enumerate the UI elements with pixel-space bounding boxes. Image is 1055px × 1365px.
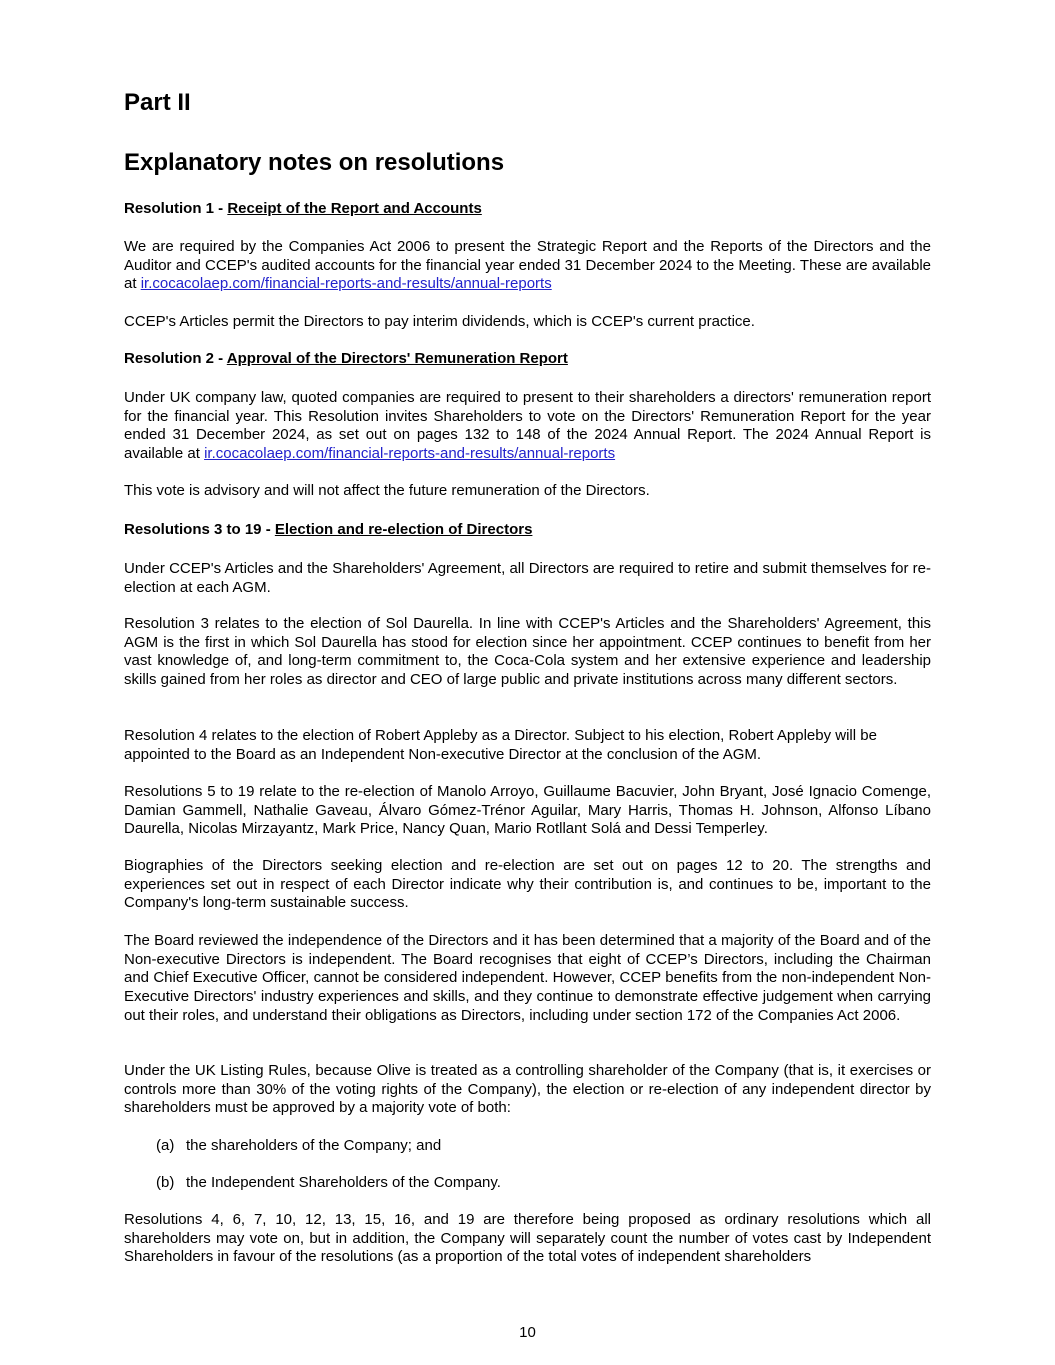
list-item-b	[156, 1174, 501, 1193]
list-item-text: the Independent Shareholders of the Company.	[186, 1174, 501, 1191]
resolution-2-paragraph-2: This vote is advisory and will not affect the future remuneration of the Directors.	[124, 482, 650, 499]
resolution-1-prefix: Resolution 1 -	[124, 200, 228, 217]
resolutions-3-19-title: Election and re-election of Directors	[274, 521, 533, 538]
listing-rules-paragraph: Under the UK Listing Rules, because Olive is treated as a controlling shareholder of the Company (that is, it exercises or controls more than 30% of the voting rights of the Company), the election or re-election of any independent director by shareholders must be approved by a majority vote of both:	[124, 1062, 931, 1117]
resolutions-3-19-prefix: Resolutions 3 to 19 -	[124, 521, 275, 538]
part-title: Part II	[124, 89, 191, 116]
resolutions-3-19-heading	[124, 521, 532, 538]
resolution-1-paragraph-2: CCEP's Articles permit the Directors to pay interim dividends, which is CCEP's current practice.	[124, 313, 755, 330]
resolutions-5-19-paragraph: Resolutions 5 to 19 relate to the re-election of Manolo Arroyo, Guillaume Bacuvier, John Bryant, José Ignacio Comenge, Damian Gammell, Nathalie Gaveau, Álvaro Gómez-Trénor Aguilar, Mary Harris, Thomas H. Johnson, Alfonso Líbano Daurella, Nicolas Mirzayantz, Mark Price, Nancy Quan, Mario Rotllant Solá and Dessi Temperley.	[124, 783, 931, 838]
resolution-1-title: Receipt of the Report and Accounts	[227, 200, 482, 217]
annual-reports-link[interactable]: ir.cocacolaep.com/financial-reports-and-results/annual-reports	[140, 275, 552, 293]
list-item-a	[156, 1137, 441, 1156]
resolution-1-heading	[124, 200, 482, 217]
biographies-paragraph: Biographies of the Directors seeking election and re-election are set out on pages 12 to 20. The strengths and experiences set out in respect of each Director indicate why their contribution is, and continues to be, important to the Company's long-term sustainable success.	[124, 857, 931, 912]
ordinary-resolutions-paragraph: Resolutions 4, 6, 7, 10, 12, 13, 15, 16, and 19 are therefore being proposed as ordinary resolutions which all shareholders may vote on, but in addition, the Company will separately count the number of votes cast by Independent Shareholders in favour of the resolutions (as a proportion of the total votes of independent shareholders	[124, 1211, 931, 1266]
list-marker: (b)	[156, 1174, 175, 1191]
resolution-2-title: Approval of the Directors' Remuneration Report	[226, 350, 568, 367]
paragraph-text: We are required by the Companies Act 2006 to present the Strategic Report and the Reports of the Directors and the Auditor and CCEP's audited accounts for the financial year ended 31 December 2024 to the Meeting. These are available at	[124, 238, 931, 293]
independence-paragraph: The Board reviewed the independence of the Directors and it has been determined that a majority of the Board and of the Non-executive Directors is independent. The Board recognises that eight of CCEP’s Directors, including the Chairman and Chief Executive Officer, cannot be considered independent. However, CCEP benefits from the non-independent Non-Executive Directors' industry experiences and skills, and they continue to demonstrate effective judgement when carrying out their roles, and understand their obligations as Directors, including under section 172 of the Companies Act 2006.	[124, 932, 931, 1024]
resolution-2-prefix: Resolution 2 -	[124, 350, 227, 367]
list-marker: (a)	[156, 1137, 175, 1154]
resolutions-3-19-paragraph-1: Under CCEP's Articles and the Shareholders' Agreement, all Directors are required to retire and submit themselves for re-election at each AGM.	[124, 560, 931, 596]
annual-report-link[interactable]: ir.cocacolaep.com/financial-reports-and-results/annual-reports	[204, 445, 616, 463]
page-title: Explanatory notes on resolutions	[124, 149, 505, 176]
paragraph-text: Under UK company law, quoted companies are required to present to their shareholders a directors' remuneration report for the financial year. This Resolution invites Shareholders to vote on the Directors' Remuneration Report for the year ended 31 December 2024, as set out on pages 132 to 148 of the 2024 Annual Report. The 2024 Annual Report is available at	[124, 389, 931, 463]
list-item-text: the shareholders of the Company; and	[186, 1137, 442, 1154]
resolution-2-heading	[124, 350, 568, 367]
resolution-1-paragraph-1	[124, 238, 931, 294]
page-number: 10	[519, 1324, 536, 1341]
resolution-3-paragraph: Resolution 3 relates to the election of Sol Daurella. In line with CCEP's Articles and the Shareholders' Agreement, this AGM is the first in which Sol Daurella has stood for election since her appointment. CCEP continues to benefit from her vast knowledge of, and long-term commitment to, the Coca-Cola system and her extensive experience and leadership skills gained from her roles as director and CEO of large public and private institutions across many different sectors.	[124, 615, 931, 689]
resolution-2-paragraph-1	[124, 389, 931, 464]
resolution-4-paragraph: Resolution 4 relates to the election of Robert Appleby as a Director. Subject to his election, Robert Appleby will be appointed to the Board as an Independent Non-executive Director at the conclusion of the AGM.	[124, 727, 877, 763]
